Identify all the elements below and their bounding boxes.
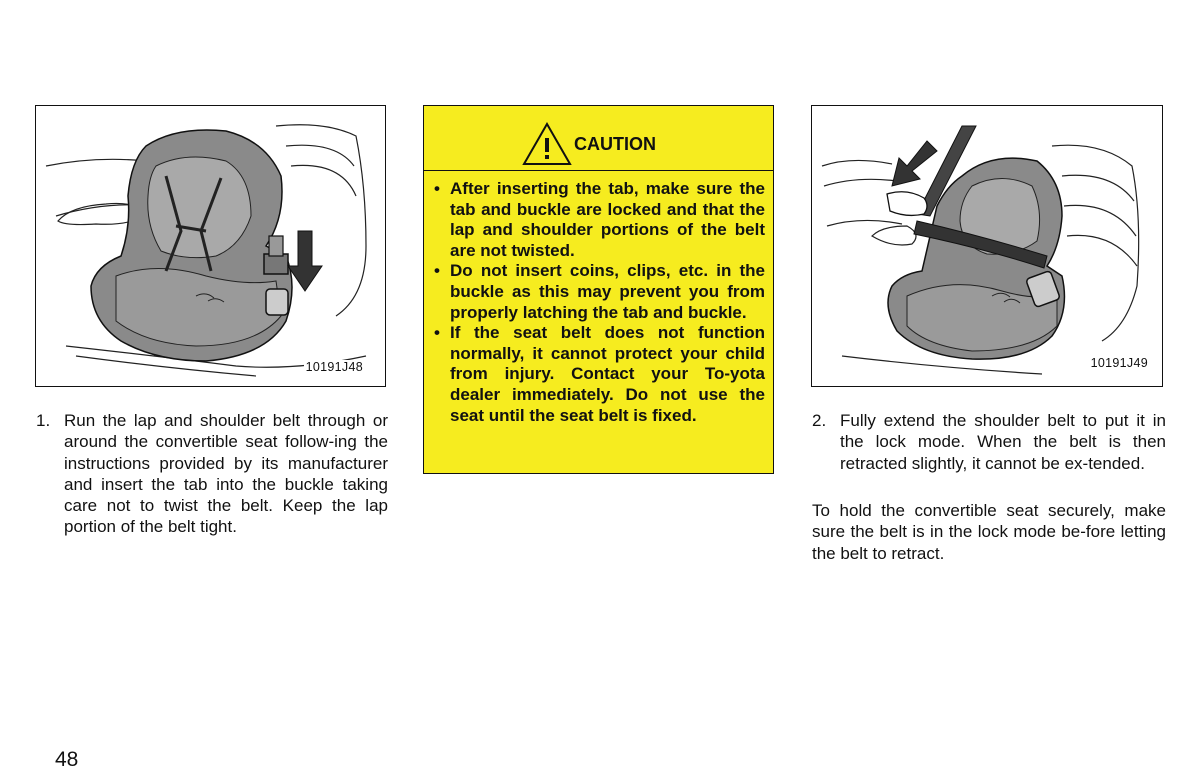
figure-id-label: 10191J48 xyxy=(305,360,363,374)
step-2 xyxy=(812,410,1166,474)
caution-item: • Do not insert coins, clips, etc. in the buckle as this may prevent you from properly latching the tab and buckle. xyxy=(434,261,765,322)
caution-list xyxy=(424,171,773,426)
caution-header xyxy=(424,106,773,171)
caution-item: • If the seat belt does not function normally, it cannot protect your child from injury. Contact your To-yota dealer immediately. Do not use the seat until the seat belt is fixed. xyxy=(434,323,765,425)
child-seat-shoulder-belt-illustration xyxy=(812,106,1161,385)
step-text: Fully extend the shoulder belt to put it in the lock mode. When the belt is then retracted slightly, it cannot be ex-tended. xyxy=(840,411,1166,473)
figure-id-label: 10191J49 xyxy=(1090,356,1148,370)
caution-title: CAUTION xyxy=(574,134,656,154)
step-number: 1. xyxy=(36,411,51,430)
page-number: 48 xyxy=(55,748,79,771)
step-text: Run the lap and shoulder belt through or around the convertible seat follow-ing the instructions provided by its manufacturer and insert the tab into the buckle taking care not to twist the belt. Keep the lap portion of the belt tight. xyxy=(64,411,388,537)
pull-arrow-icon xyxy=(892,141,937,186)
figure-child-seat-buckle xyxy=(35,105,386,387)
step-number: 2. xyxy=(812,411,827,430)
caution-item: • After inserting the tab, make sure the tab and buckle are locked and that the lap and shoulder portions of the belt are not twisted. xyxy=(434,179,765,260)
step-1 xyxy=(36,410,388,538)
down-arrow-icon xyxy=(288,231,322,291)
warning-triangle-icon xyxy=(522,122,572,166)
caution-box xyxy=(423,105,774,474)
child-seat-buckle-illustration xyxy=(36,106,384,385)
figure-child-seat-shoulder-belt xyxy=(811,105,1163,387)
note-paragraph: To hold the convertible seat securely, make sure the belt is in the lock mode be-fore letting the belt to retract. xyxy=(812,501,1166,563)
